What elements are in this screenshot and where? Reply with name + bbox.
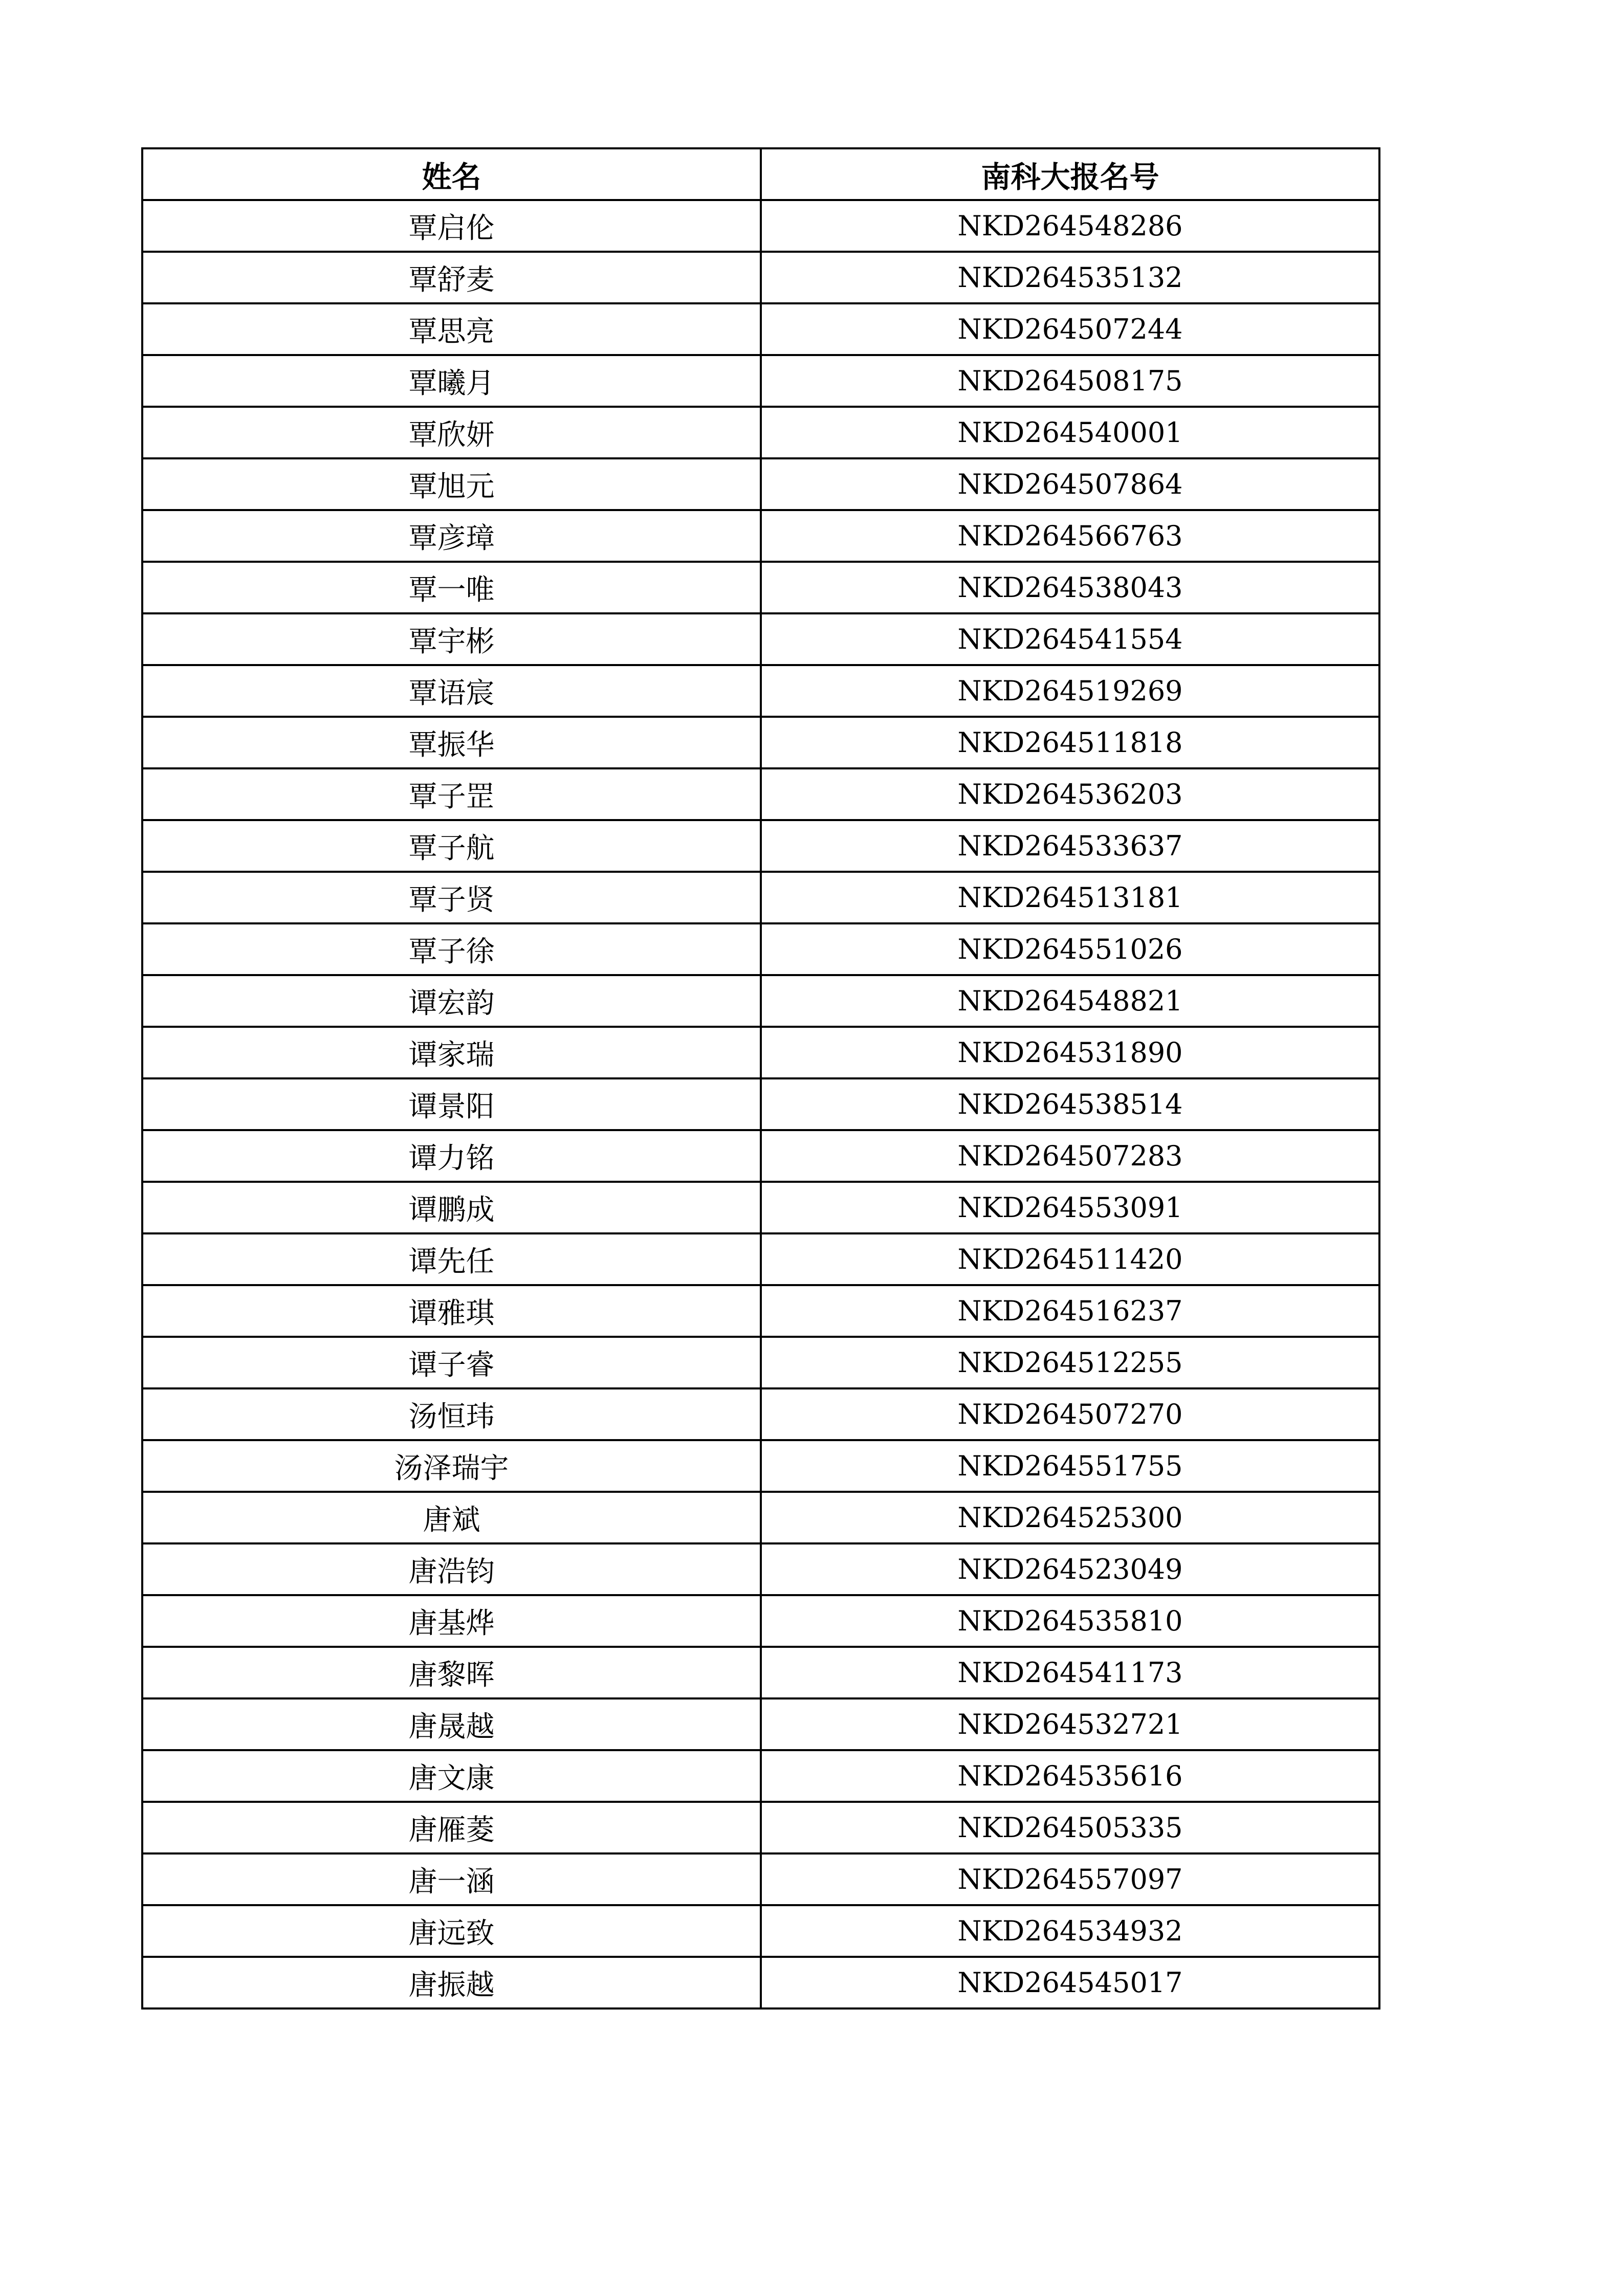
student-name-cell: 唐晟越 [142, 1698, 761, 1750]
student-name-cell: 覃一唯 [142, 562, 761, 613]
registration-number-cell: NKD264541554 [761, 613, 1379, 665]
registration-number-cell: NKD264548821 [761, 975, 1379, 1027]
table-row [142, 562, 1379, 613]
student-name-cell: 覃旭元 [142, 458, 761, 510]
table-row [142, 717, 1379, 768]
student-name-cell: 覃子徐 [142, 923, 761, 975]
student-name-cell: 谭子睿 [142, 1337, 761, 1388]
registration-number-cell: NKD264507864 [761, 458, 1379, 510]
table-row [142, 1492, 1379, 1543]
table-row [142, 1750, 1379, 1802]
student-name-cell: 唐斌 [142, 1492, 761, 1543]
table-row [142, 1595, 1379, 1647]
table-row [142, 407, 1379, 458]
header-row [142, 148, 1379, 200]
table-row [142, 1130, 1379, 1182]
registration-number-cell: NKD264551026 [761, 923, 1379, 975]
table-row [142, 1853, 1379, 1905]
registration-number-cell: NKD264551755 [761, 1440, 1379, 1492]
table-row [142, 1957, 1379, 2008]
table-row [142, 613, 1379, 665]
table-row [142, 1698, 1379, 1750]
registration-number-cell: NKD264507283 [761, 1130, 1379, 1182]
student-name-cell: 唐振越 [142, 1957, 761, 2008]
registration-number-cell: NKD264525300 [761, 1492, 1379, 1543]
student-name-cell: 覃语宸 [142, 665, 761, 717]
student-name-cell: 谭景阳 [142, 1078, 761, 1130]
registration-number-cell: NKD264533637 [761, 820, 1379, 872]
student-name-cell: 唐雁菱 [142, 1802, 761, 1853]
student-name-cell: 谭先任 [142, 1233, 761, 1285]
registration-number-cell: NKD264513181 [761, 872, 1379, 923]
registration-number-cell: NKD264512255 [761, 1337, 1379, 1388]
student-name-cell: 唐浩钧 [142, 1543, 761, 1595]
table-row [142, 1440, 1379, 1492]
registration-number-cell: NKD264507270 [761, 1388, 1379, 1440]
student-name-cell: 覃欣妍 [142, 407, 761, 458]
student-name-cell: 汤泽瑞宇 [142, 1440, 761, 1492]
student-name-cell: 谭宏韵 [142, 975, 761, 1027]
registration-number-cell: NKD264553091 [761, 1182, 1379, 1233]
registration-number-cell: NKD264516237 [761, 1285, 1379, 1337]
student-name-cell: 覃子罡 [142, 768, 761, 820]
registration-number-cell: NKD264511420 [761, 1233, 1379, 1285]
registration-number-cell: NKD264566763 [761, 510, 1379, 562]
table-row [142, 1285, 1379, 1337]
table-row [142, 1337, 1379, 1388]
student-name-cell: 覃子航 [142, 820, 761, 872]
table-row [142, 458, 1379, 510]
student-name-cell: 谭力铭 [142, 1130, 761, 1182]
registration-number-cell: NKD264536203 [761, 768, 1379, 820]
column-header-registration-number: 南科大报名号 [761, 148, 1379, 200]
table-row [142, 820, 1379, 872]
student-name-cell: 唐基烨 [142, 1595, 761, 1647]
student-name-cell: 唐黎晖 [142, 1647, 761, 1698]
registration-number-cell: NKD264548286 [761, 200, 1379, 252]
registration-number-cell: NKD264538514 [761, 1078, 1379, 1130]
registration-number-cell: NKD264545017 [761, 1957, 1379, 2008]
student-name-cell: 覃曦月 [142, 355, 761, 407]
table-row [142, 1905, 1379, 1957]
registration-number-cell: NKD264540001 [761, 407, 1379, 458]
table-row [142, 1233, 1379, 1285]
registration-number-cell: NKD264535810 [761, 1595, 1379, 1647]
table-row [142, 1027, 1379, 1078]
table-row [142, 1543, 1379, 1595]
table-row [142, 355, 1379, 407]
table-row [142, 1078, 1379, 1130]
student-name-cell: 覃启伦 [142, 200, 761, 252]
registration-number-cell: NKD264557097 [761, 1853, 1379, 1905]
table-row [142, 1647, 1379, 1698]
student-name-cell: 谭雅琪 [142, 1285, 761, 1337]
student-name-cell: 唐文康 [142, 1750, 761, 1802]
registration-number-cell: NKD264511818 [761, 717, 1379, 768]
registration-number-cell: NKD264532721 [761, 1698, 1379, 1750]
registration-number-cell: NKD264523049 [761, 1543, 1379, 1595]
student-name-cell: 汤恒玮 [142, 1388, 761, 1440]
table-row [142, 1802, 1379, 1853]
student-name-cell: 唐远致 [142, 1905, 761, 1957]
registration-number-cell: NKD264534932 [761, 1905, 1379, 1957]
student-name-cell: 唐一涵 [142, 1853, 761, 1905]
student-name-cell: 覃思亮 [142, 303, 761, 355]
registration-number-cell: NKD264535132 [761, 252, 1379, 303]
table-row [142, 1182, 1379, 1233]
registration-number-cell: NKD264538043 [761, 562, 1379, 613]
table-row [142, 768, 1379, 820]
registration-number-cell: NKD264541173 [761, 1647, 1379, 1698]
table-row [142, 252, 1379, 303]
roster-table [141, 147, 1380, 2010]
registration-number-cell: NKD264508175 [761, 355, 1379, 407]
student-name-cell: 谭鹏成 [142, 1182, 761, 1233]
table-row [142, 923, 1379, 975]
table-row [142, 303, 1379, 355]
table-row [142, 510, 1379, 562]
table-row [142, 975, 1379, 1027]
table-body [142, 200, 1379, 2008]
table-row [142, 1388, 1379, 1440]
student-name-cell: 覃振华 [142, 717, 761, 768]
registration-number-cell: NKD264535616 [761, 1750, 1379, 1802]
student-name-cell: 谭家瑞 [142, 1027, 761, 1078]
table-row [142, 872, 1379, 923]
table-row [142, 200, 1379, 252]
table-row [142, 665, 1379, 717]
registration-number-cell: NKD264507244 [761, 303, 1379, 355]
student-name-cell: 覃彦璋 [142, 510, 761, 562]
student-name-cell: 覃舒麦 [142, 252, 761, 303]
registration-number-cell: NKD264531890 [761, 1027, 1379, 1078]
student-name-cell: 覃宇彬 [142, 613, 761, 665]
registration-number-cell: NKD264505335 [761, 1802, 1379, 1853]
student-name-cell: 覃子贤 [142, 872, 761, 923]
roster-sheet [141, 147, 1378, 2010]
registration-number-cell: NKD264519269 [761, 665, 1379, 717]
column-header-name: 姓名 [142, 148, 761, 200]
